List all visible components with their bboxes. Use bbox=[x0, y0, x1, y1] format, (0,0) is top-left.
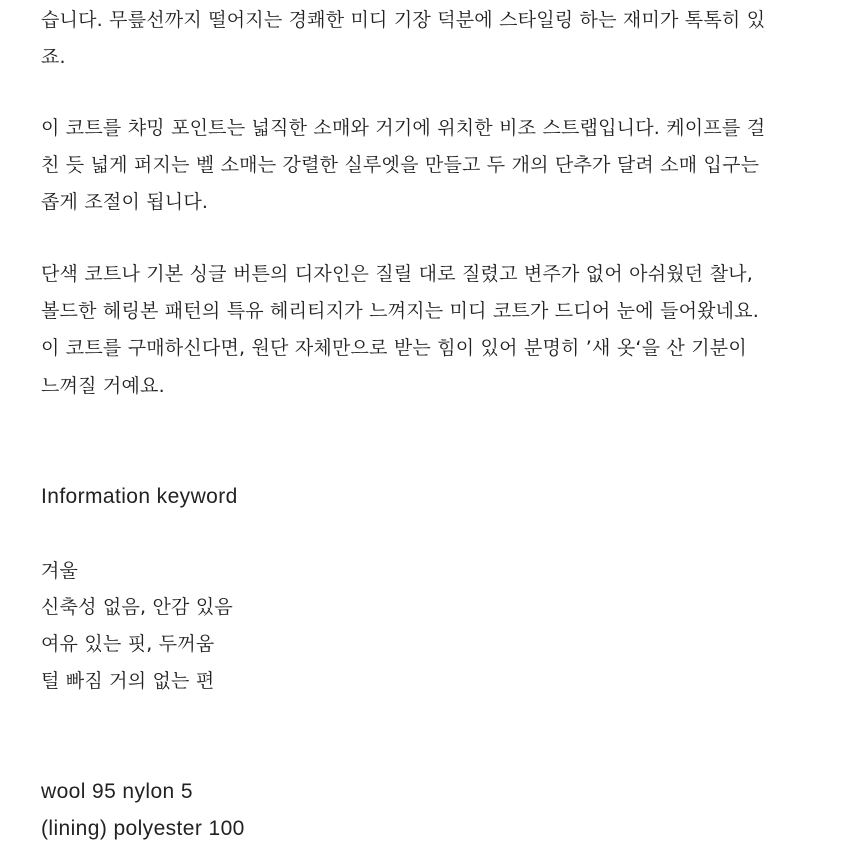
text-line: 친 듯 넓게 퍼지는 벨 소매는 강렬한 실루엣을 만들고 두 개의 단추가 달려 소매 입구는 bbox=[41, 154, 760, 176]
text-line: 이 코트를 구매하신다면, 원단 자체만으로 받는 힘이 있어 분명히 ’새 옷‘을 산 기분이 bbox=[41, 337, 747, 359]
text-line: 이 코트를 챠밍 포인트는 넓직한 소매와 거기에 위치한 비조 스트랩입니다. 케이프를 걸 bbox=[41, 117, 766, 139]
keyword-item: 신축성 없음, 안감 있음 bbox=[41, 596, 233, 618]
text-line: 볼드한 헤링본 패턴의 특유 헤리티지가 느껴지는 미디 코트가 드디어 눈에 들어왔네요. bbox=[41, 300, 760, 322]
info-heading: Information keyword bbox=[41, 485, 238, 508]
text-line: 좁게 조절이 됩니다. bbox=[41, 191, 209, 213]
text-line: 습니다. 무릎선까지 떨어지는 경쾌한 미디 기장 덕분에 스타일링 하는 재미가 톡톡히 있 bbox=[41, 9, 766, 31]
keyword-item: 털 빠짐 거의 없는 편 bbox=[41, 670, 215, 692]
keyword-item: 겨울 bbox=[41, 560, 79, 582]
text-line: 느껴질 거예요. bbox=[41, 375, 165, 397]
text-line: 죠. bbox=[41, 46, 66, 68]
text-line: 단색 코트나 기본 싱글 버튼의 디자인은 질릴 대로 질렸고 변주가 없어 아쉬웠던 찰나, bbox=[41, 263, 753, 285]
material-line: wool 95 nylon 5 bbox=[41, 780, 193, 803]
keyword-item: 여유 있는 핏, 두꺼움 bbox=[41, 633, 215, 655]
material-line: (lining) polyester 100 bbox=[41, 817, 245, 840]
